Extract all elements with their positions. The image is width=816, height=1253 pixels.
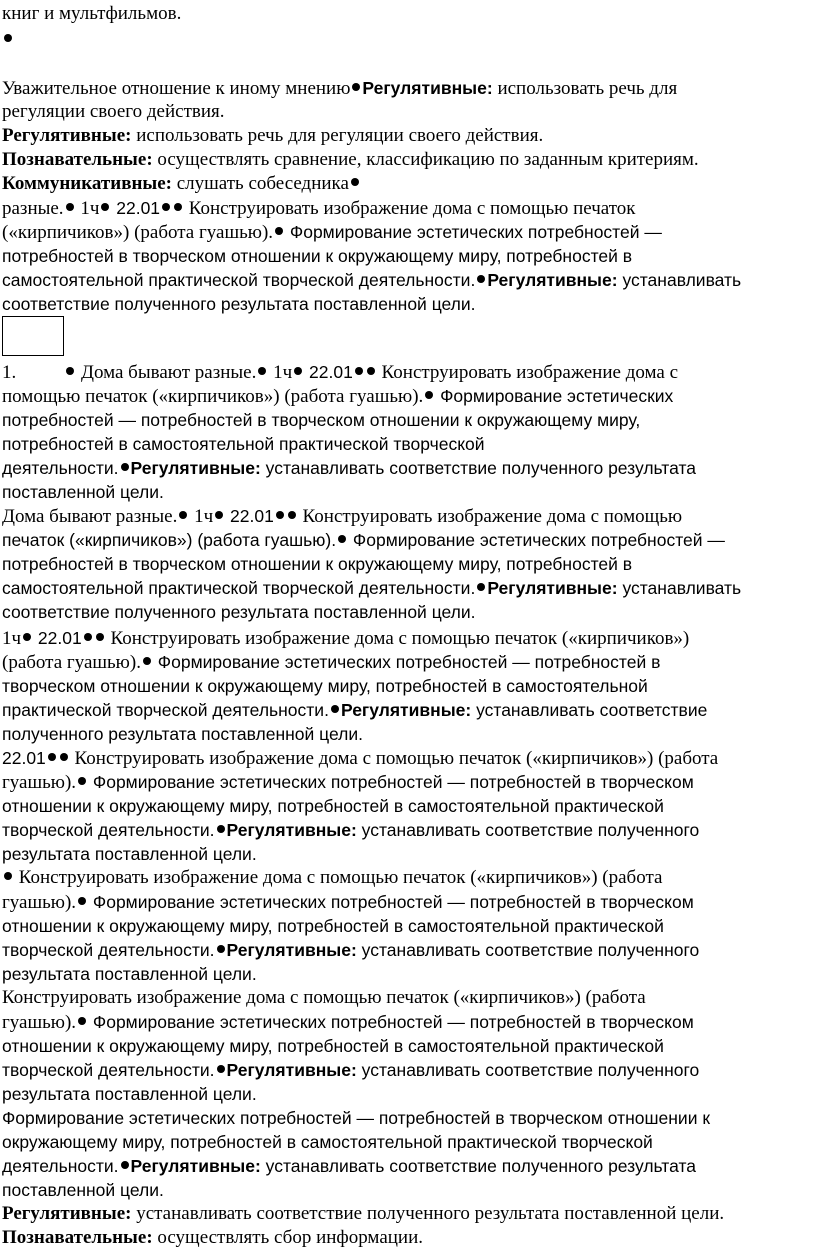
text-line bbox=[2, 244, 632, 269]
text: слушать собеседника bbox=[172, 173, 349, 194]
label-regulative: Регулятивные: bbox=[130, 1156, 261, 1176]
text-line bbox=[2, 818, 699, 843]
text-line bbox=[2, 28, 14, 52]
text-line bbox=[2, 172, 361, 196]
text: устанавливать соответствие полученного bbox=[356, 940, 700, 960]
label-regulative: Регулятивные: bbox=[362, 78, 493, 98]
text: 1ч bbox=[189, 506, 214, 527]
bullet-icon bbox=[121, 463, 129, 471]
empty-table-cell bbox=[2, 316, 64, 356]
text-line bbox=[2, 600, 476, 625]
text-line bbox=[2, 576, 741, 601]
bullet-icon bbox=[217, 945, 225, 953]
bullet-icon bbox=[477, 275, 485, 283]
text: 1ч bbox=[2, 628, 22, 649]
text: творческой деятельности. bbox=[2, 820, 215, 840]
text: гуашью). bbox=[2, 892, 77, 913]
text-line bbox=[2, 674, 648, 699]
bullet-icon bbox=[217, 825, 225, 833]
text: устанавливать соответствие полученного bbox=[356, 1060, 700, 1080]
text: Формирование эстетических потребностей — потребностей в творческом отношении к bbox=[2, 1108, 710, 1128]
text: Конструировать изображение дома с помощью печаток («кирпичиков») bbox=[105, 628, 690, 649]
bullet-icon bbox=[60, 753, 68, 761]
text-line bbox=[2, 528, 725, 553]
text: Дома бывают разные. bbox=[2, 506, 178, 527]
text: творческой деятельности. bbox=[2, 1060, 215, 1080]
label-regulative: Регулятивные: bbox=[487, 270, 618, 290]
bullet-icon bbox=[217, 1065, 225, 1073]
bullet-icon bbox=[276, 511, 284, 519]
bullet-icon bbox=[258, 367, 266, 375]
bullet-icon bbox=[174, 203, 182, 211]
text-line bbox=[2, 504, 682, 529]
date: 22.01 bbox=[111, 198, 161, 218]
text: поставленной цели. bbox=[2, 482, 164, 502]
text-line bbox=[2, 938, 699, 963]
text: разные. bbox=[2, 198, 64, 219]
label-regulative: Регулятивные: bbox=[487, 578, 618, 598]
text: творческом отношении к окружающему миру, потребностей в самостоятельной bbox=[2, 676, 648, 696]
text: устанавливать соответствие полученного результата bbox=[260, 1156, 697, 1176]
text-line bbox=[2, 1058, 699, 1083]
label-regulative: Регулятивные: bbox=[226, 1060, 357, 1080]
text: окружающему миру, потребностей в самостоятельной практической творческой bbox=[2, 1132, 653, 1152]
bullet-icon bbox=[288, 511, 296, 519]
label-communicative: Коммуникативные: bbox=[2, 173, 172, 194]
bullet-icon bbox=[352, 83, 360, 91]
text-line bbox=[2, 1010, 694, 1035]
text-line bbox=[2, 962, 257, 987]
text: Формирование эстетических потребностей — потребностей в bbox=[152, 652, 661, 672]
text-line bbox=[2, 148, 699, 172]
label-cognitive: Познавательные: bbox=[2, 1227, 153, 1248]
text: устанавливать соответствие bbox=[471, 700, 708, 720]
text-line bbox=[2, 76, 677, 101]
text: творческой деятельности. bbox=[2, 940, 215, 960]
bullet-icon bbox=[477, 583, 485, 591]
date: 22.01 bbox=[304, 362, 353, 382]
text-line bbox=[2, 866, 662, 890]
text: потребностей в самостоятельной практической творческой bbox=[2, 434, 485, 454]
text: устанавливать соответствие полученного результата bbox=[260, 458, 697, 478]
bullet-icon bbox=[66, 203, 74, 211]
text: потребностей в творческом отношении к окружающему миру, потребностей в bbox=[2, 554, 633, 574]
bullet-icon bbox=[96, 633, 104, 641]
text: книг и мультфильмов. bbox=[2, 3, 182, 24]
text-line bbox=[2, 432, 485, 457]
text-line bbox=[2, 626, 689, 651]
text-line bbox=[2, 746, 718, 771]
text: деятельности. bbox=[2, 458, 119, 478]
text-line bbox=[2, 100, 225, 124]
text: Конструировать изображение дома с помощью печаток («кирпичиков») (работа bbox=[69, 748, 719, 769]
text-line bbox=[2, 1178, 164, 1203]
text-line bbox=[2, 1082, 257, 1107]
label-regulative: Регулятивные: bbox=[340, 700, 472, 720]
text-line bbox=[2, 1154, 696, 1179]
text: Конструировать изображение дома с помощью печаток bbox=[184, 198, 636, 219]
text: результата поставленной цели. bbox=[2, 1084, 257, 1104]
text: (работа гуашью). bbox=[2, 652, 141, 673]
text: отношении к окружающему миру, потребностей в самостоятельной практической bbox=[2, 1036, 664, 1056]
bullet-icon bbox=[48, 753, 56, 761]
bullet-icon bbox=[78, 777, 86, 785]
text-line bbox=[2, 268, 741, 293]
bullet-icon bbox=[338, 535, 346, 543]
text: самостоятельной практической творческой деятельности. bbox=[2, 270, 476, 290]
text: Конструировать изображение дома с помощью печаток («кирпичиков») (работа bbox=[2, 987, 646, 1008]
text-line bbox=[2, 722, 363, 747]
text: потребностей в творческом отношении к окружающему миру, потребностей в bbox=[2, 246, 633, 266]
text: Дома бывают разные. bbox=[76, 362, 257, 383]
text-line bbox=[2, 292, 476, 317]
text: Уважительное отношение к иному мнению bbox=[2, 78, 351, 99]
list-number: 1. bbox=[2, 362, 17, 383]
text: использовать речь для регуляции своего действия. bbox=[131, 125, 544, 146]
text-line bbox=[2, 890, 694, 915]
text: Формирование эстетических потребностей — потребностей в творческом bbox=[88, 892, 694, 912]
text-line bbox=[2, 360, 678, 385]
bullet-icon bbox=[162, 203, 170, 211]
label-regulative: Регулятивные: bbox=[130, 458, 261, 478]
text-line bbox=[2, 650, 660, 675]
text: результата поставленной цели. bbox=[2, 844, 257, 864]
date: 22.01 bbox=[33, 628, 82, 648]
bullet-icon bbox=[4, 34, 12, 42]
text: печаток («кирпичиков») (работа гуашью). bbox=[2, 530, 337, 550]
bullet-icon bbox=[143, 657, 151, 665]
text: осуществлять сбор информации. bbox=[152, 1227, 424, 1248]
text-line bbox=[2, 456, 696, 481]
text: Формирование эстетических потребностей — потребностей в творческом bbox=[88, 1012, 694, 1032]
text: устанавливать соответствие полученного результата поставленной цели. bbox=[131, 1203, 725, 1224]
text: использовать речь для bbox=[492, 78, 678, 99]
bullet-icon bbox=[121, 1161, 129, 1169]
bullet-icon bbox=[84, 633, 92, 641]
text-line bbox=[2, 914, 664, 939]
label-regulative: Регулятивные: bbox=[2, 125, 132, 146]
bullet-icon bbox=[351, 178, 359, 186]
bullet-icon bbox=[355, 367, 363, 375]
text: потребностей — потребностей в творческом отношении к окружающему миру, bbox=[2, 410, 641, 430]
bullet-icon bbox=[78, 1017, 86, 1025]
text-line bbox=[2, 552, 632, 577]
text-line bbox=[2, 986, 646, 1010]
text: Формирование эстетических потребностей — bbox=[285, 222, 662, 242]
text-line bbox=[2, 1130, 653, 1155]
text: самостоятельной практической творческой деятельности. bbox=[2, 578, 476, 598]
text: Конструировать изображение дома с bbox=[376, 362, 679, 383]
text-line bbox=[2, 2, 181, 26]
bullet-icon bbox=[367, 367, 375, 375]
text-line bbox=[2, 480, 164, 505]
bullet-icon bbox=[275, 227, 283, 235]
text: Формирование эстетических bbox=[435, 386, 674, 406]
text: отношении к окружающему миру, потребностей в самостоятельной практической bbox=[2, 916, 664, 936]
text: 1ч bbox=[268, 362, 293, 383]
text: Формирование эстетических потребностей — bbox=[348, 530, 725, 550]
text-line bbox=[2, 196, 635, 221]
text-line bbox=[2, 794, 664, 819]
bullet-icon bbox=[78, 897, 86, 905]
bullet-icon bbox=[101, 203, 109, 211]
text: устанавливать соответствие полученного bbox=[356, 820, 700, 840]
bullet-icon bbox=[23, 633, 31, 641]
text-line bbox=[2, 220, 662, 245]
bullet-icon bbox=[425, 391, 433, 399]
text-line bbox=[2, 124, 543, 148]
text-line bbox=[2, 408, 640, 433]
bullet-icon bbox=[331, 705, 339, 713]
text: практической творческой деятельности. bbox=[2, 700, 329, 720]
text-line bbox=[2, 1034, 664, 1059]
text-line bbox=[2, 842, 257, 867]
text: Конструировать изображение дома с помощью bbox=[297, 506, 683, 527]
bullet-icon bbox=[215, 511, 223, 519]
text-line bbox=[2, 384, 673, 409]
text: регуляции своего действия. bbox=[2, 101, 225, 122]
bullet-icon bbox=[294, 367, 302, 375]
label-regulative: Регулятивные: bbox=[2, 1203, 132, 1224]
text: полученного результата поставленной цели. bbox=[2, 724, 363, 744]
bullet-icon bbox=[66, 367, 74, 375]
text: Конструировать изображение дома с помощью печаток («кирпичиков») (работа bbox=[14, 867, 663, 888]
text-line bbox=[2, 1106, 710, 1131]
text: Формирование эстетических потребностей — потребностей в творческом bbox=[88, 772, 694, 792]
text: соответствие полученного результата поставленной цели. bbox=[2, 602, 476, 622]
text: устанавливать bbox=[617, 578, 742, 598]
text: 1ч bbox=[75, 198, 100, 219]
text: результата поставленной цели. bbox=[2, 964, 257, 984]
text: («кирпичиков») (работа гуашью). bbox=[2, 222, 274, 243]
text-line bbox=[2, 698, 707, 723]
text: соответствие полученного результата поставленной цели. bbox=[2, 294, 476, 314]
label-cognitive: Познавательные: bbox=[2, 149, 153, 170]
text-line bbox=[2, 770, 694, 795]
text: гуашью). bbox=[2, 1012, 77, 1033]
text: осуществлять сравнение, классификацию по заданным критериям. bbox=[152, 149, 699, 170]
text: деятельности. bbox=[2, 1156, 119, 1176]
date: 22.01 bbox=[225, 506, 274, 526]
text: отношении к окружающему миру, потребностей в самостоятельной практической bbox=[2, 796, 664, 816]
label-regulative: Регулятивные: bbox=[226, 820, 357, 840]
text: поставленной цели. bbox=[2, 1180, 164, 1200]
bullet-icon bbox=[179, 511, 187, 519]
text-line bbox=[2, 1226, 423, 1250]
text-line bbox=[2, 1202, 724, 1226]
date: 22.01 bbox=[2, 748, 46, 768]
text: помощью печаток («кирпичиков») (работа гуашью). bbox=[2, 386, 424, 407]
label-regulative: Регулятивные: bbox=[226, 940, 357, 960]
bullet-icon bbox=[4, 872, 12, 880]
text: устанавливать bbox=[617, 270, 742, 290]
text: гуашью). bbox=[2, 772, 77, 793]
